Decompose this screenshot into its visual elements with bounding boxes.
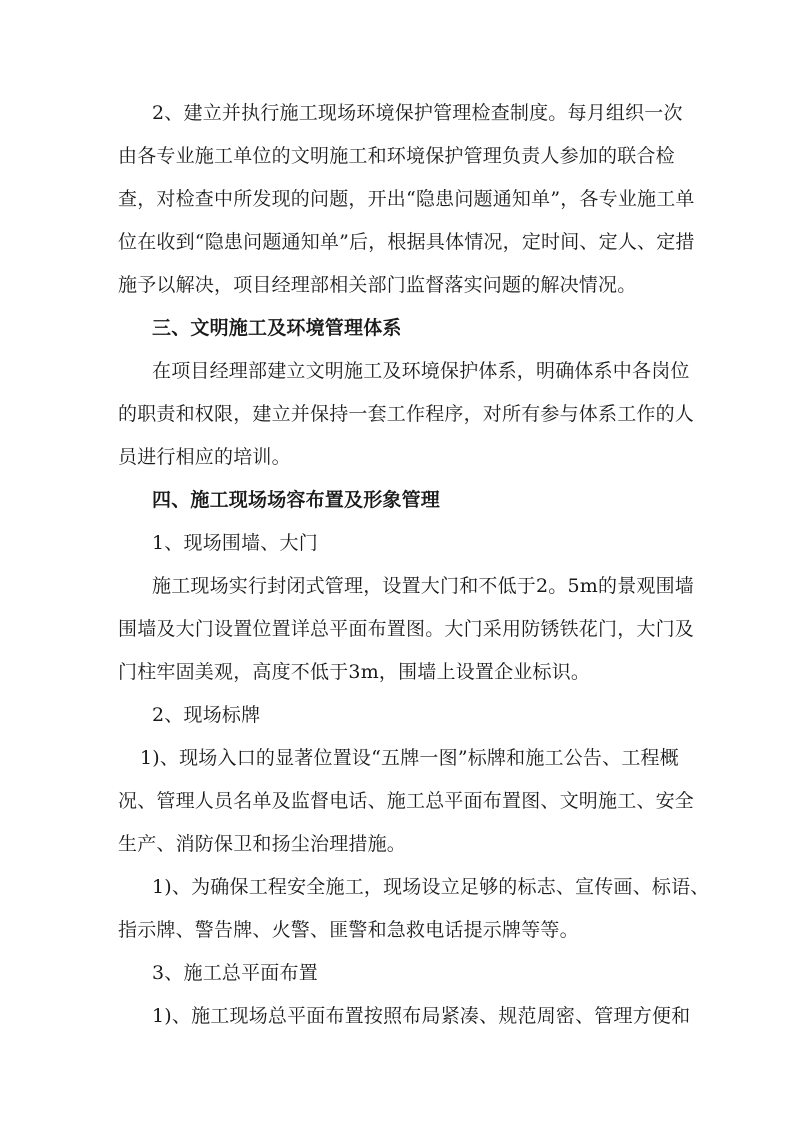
paragraph-line: 指示牌、警告牌、火警、匪警和急救电话提示牌等等。 bbox=[118, 919, 579, 941]
paragraph-line: 生产、消防保卫和扬尘治理措施。 bbox=[118, 833, 407, 855]
paragraph-line: 位在收到“隐患问题通知单”后，根据具体情况，定时间、定人、定措 bbox=[118, 231, 695, 253]
paragraph-line: 在项目经理部建立文明施工及环境保护体系，明确体系中各岗位 bbox=[152, 360, 690, 382]
paragraph-line: 查，对检查中所发现的问题，开出“隐患问题通知单”，各专业施工单 bbox=[118, 188, 695, 210]
paragraph-line: 的职责和权限，建立并保持一套工作程序，对所有参与体系工作的人 bbox=[118, 403, 695, 425]
subsection-heading: 3、施工总平面布置 bbox=[152, 962, 318, 984]
paragraph-line: 况、管理人员名单及监督电话、施工总平面布置图、文明施工、安全 bbox=[118, 790, 695, 812]
paragraph-line: 员进行相应的培训。 bbox=[118, 446, 291, 468]
paragraph-line: 门柱牢固美观，高度不低于3m，围墙上设置企业标识。 bbox=[118, 661, 591, 683]
paragraph-line: 1)、施工现场总平面布置按照布局紧凑、规范周密、管理方便和 bbox=[152, 1005, 691, 1027]
paragraph-line: 由各专业施工单位的文明施工和环境保护管理负责人参加的联合检 bbox=[118, 145, 675, 167]
section-heading: 三、文明施工及环境管理体系 bbox=[152, 317, 402, 339]
paragraph-line: 1)、现场入口的显著位置设“五牌一图”标牌和施工公告、工程概 bbox=[140, 747, 679, 769]
paragraph-line: 1)、为确保工程安全施工，现场设立足够的标志、宣传画、标语、 bbox=[152, 876, 710, 898]
subsection-heading: 2、现场标牌 bbox=[152, 704, 261, 726]
paragraph-line: 2、建立并执行施工现场环境保护管理检查制度。每月组织一次 bbox=[152, 102, 683, 124]
paragraph-line: 围墙及大门设置位置详总平面布置图。大门采用防锈铁花门，大门及 bbox=[118, 618, 695, 640]
subsection-heading: 1、现场围墙、大门 bbox=[152, 532, 318, 554]
paragraph-line: 施予以解决，项目经理部相关部门监督落实问题的解决情况。 bbox=[118, 274, 637, 296]
section-heading: 四、施工现场场容布置及形象管理 bbox=[152, 489, 441, 511]
paragraph-line: 施工现场实行封闭式管理，设置大门和不低于2。5m的景观围墙 bbox=[152, 575, 694, 597]
